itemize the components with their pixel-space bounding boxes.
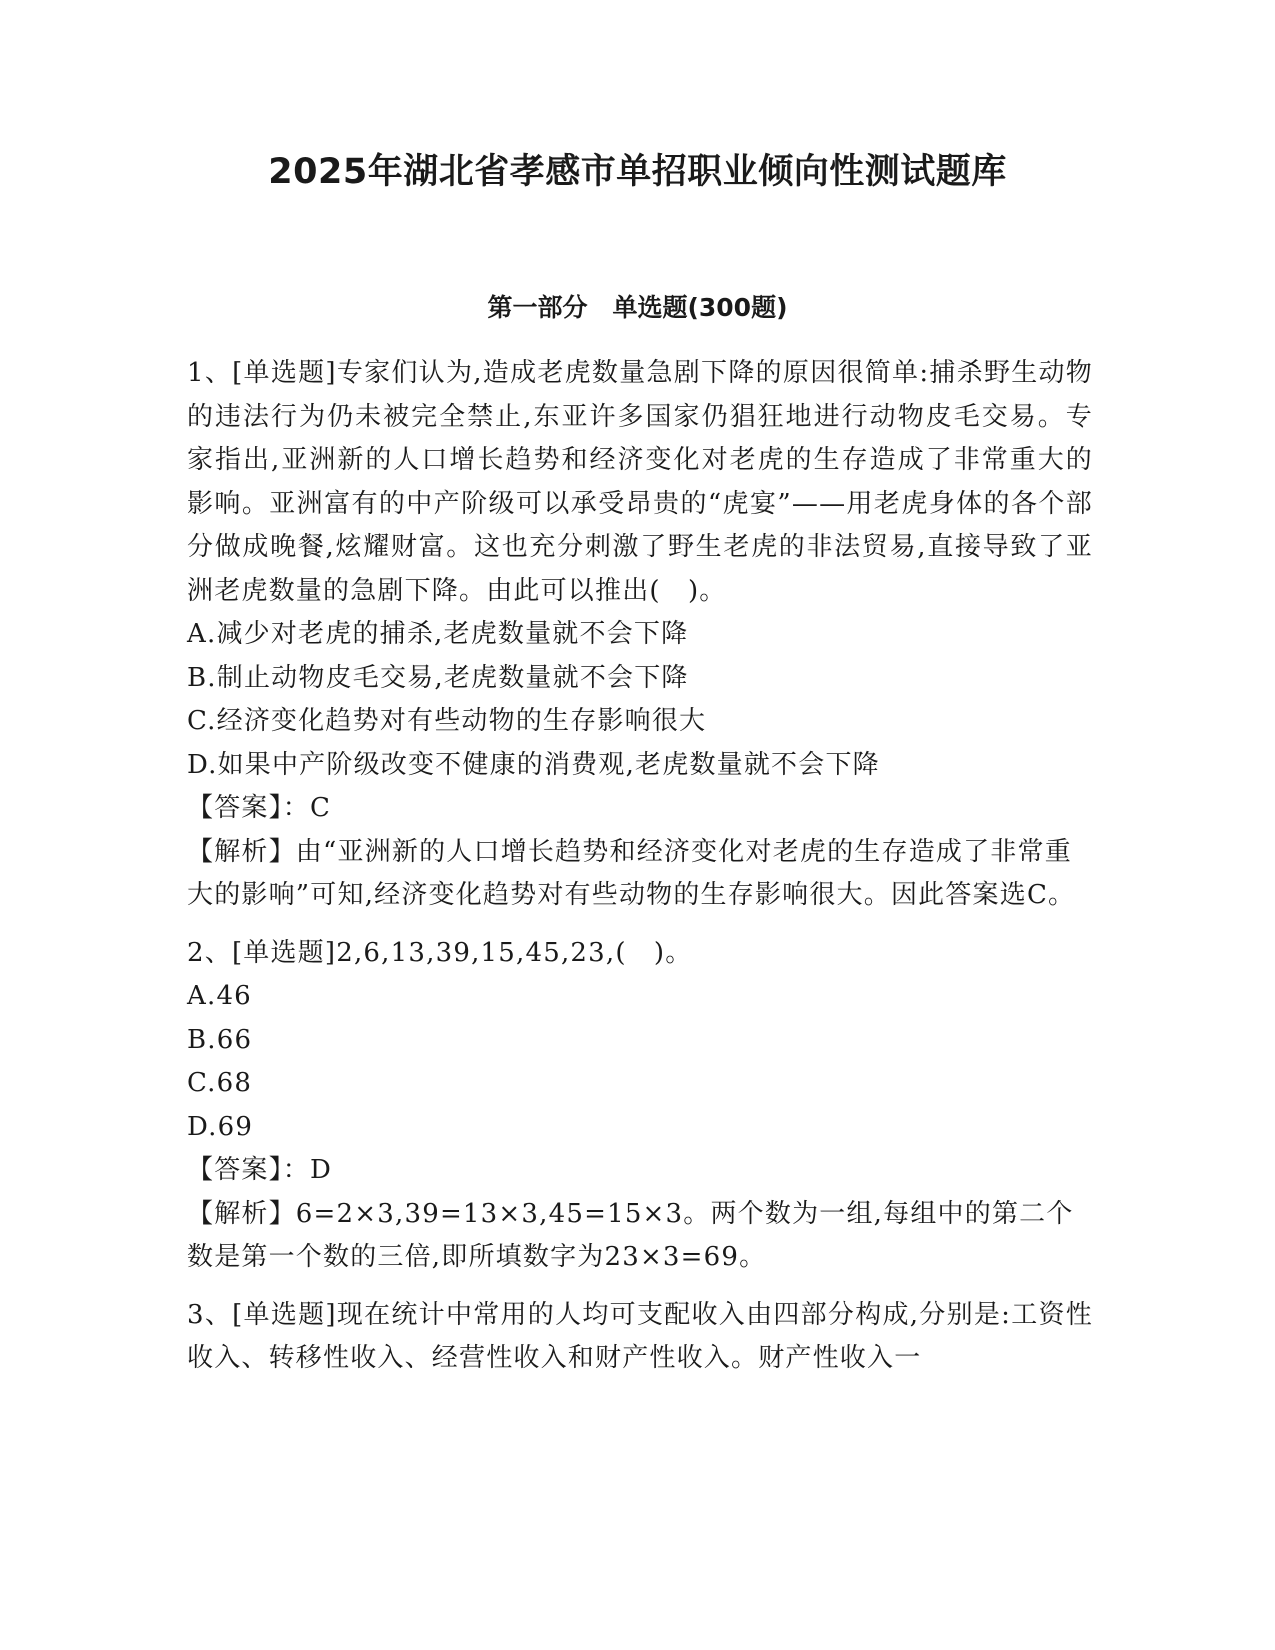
question-1 xyxy=(187,352,1093,918)
question-3 xyxy=(187,1294,1093,1381)
option-b: B.制止动物皮毛交易,老虎数量就不会下降 xyxy=(187,662,689,693)
question-list xyxy=(187,352,1093,1395)
section-title: 第一部分 单选题(300题) xyxy=(487,293,788,322)
option-c: C.经济变化趋势对有些动物的生存影响很大 xyxy=(187,706,707,736)
question-stem: 3、[单选题]现在统计中常用的人均可支配收入由四部分构成,分别是:工资性收入、转移性收入、经营性收入和财产性收入。财产性收入一 xyxy=(187,1299,1093,1373)
option-a: A.46 xyxy=(187,981,252,1011)
option-d: D.如果中产阶级改变不健康的消费观,老虎数量就不会下降 xyxy=(187,749,880,780)
question-2 xyxy=(187,932,1093,1280)
document-title: 2025年湖北省孝感市单招职业倾向性测试题库 xyxy=(268,152,1007,192)
option-d: D.69 xyxy=(187,1111,254,1142)
question-stem: 2、[单选题]2,6,13,39,15,45,23,( )。 xyxy=(187,937,693,968)
explanation-text: 【解析】由“亚洲新的人口增长趋势和经济变化对老虎的生存造成了非常重大的影响”可知,经济变化趋势对有些动物的生存影响很大。因此答案选C。 xyxy=(187,836,1076,910)
answer-line: 【答案】：C xyxy=(187,793,332,823)
question-stem: 1、[单选题]专家们认为,造成老虎数量急剧下降的原因很简单:捕杀野生动物的违法行为仍未被完全禁止,东亚许多国家仍猖狂地进行动物皮毛交易。专家指出,亚洲新的人口增长趋势和经济变化对老虎的生存造成了非常重大的影响。亚洲富有的中产阶级可以承受昂贵的“虎宴”——用老虎身体的各个部分做成晚餐,炫耀财富。这也充分刺激了野生老虎的非法贸易,直接导致了亚洲老虎数量的急剧下降。由此可以推出( )。 xyxy=(187,358,1093,606)
option-c: C.68 xyxy=(187,1068,253,1098)
answer-line: 【答案】：D xyxy=(187,1155,333,1185)
explanation-text: 【解析】6=2×3,39=13×3,45=15×3。两个数为一组,每组中的第二个数是第一个数的三倍,即所填数字为23×3=69。 xyxy=(187,1198,1074,1272)
option-b: B.66 xyxy=(187,1024,253,1055)
option-a: A.减少对老虎的捕杀,老虎数量就不会下降 xyxy=(187,619,689,649)
